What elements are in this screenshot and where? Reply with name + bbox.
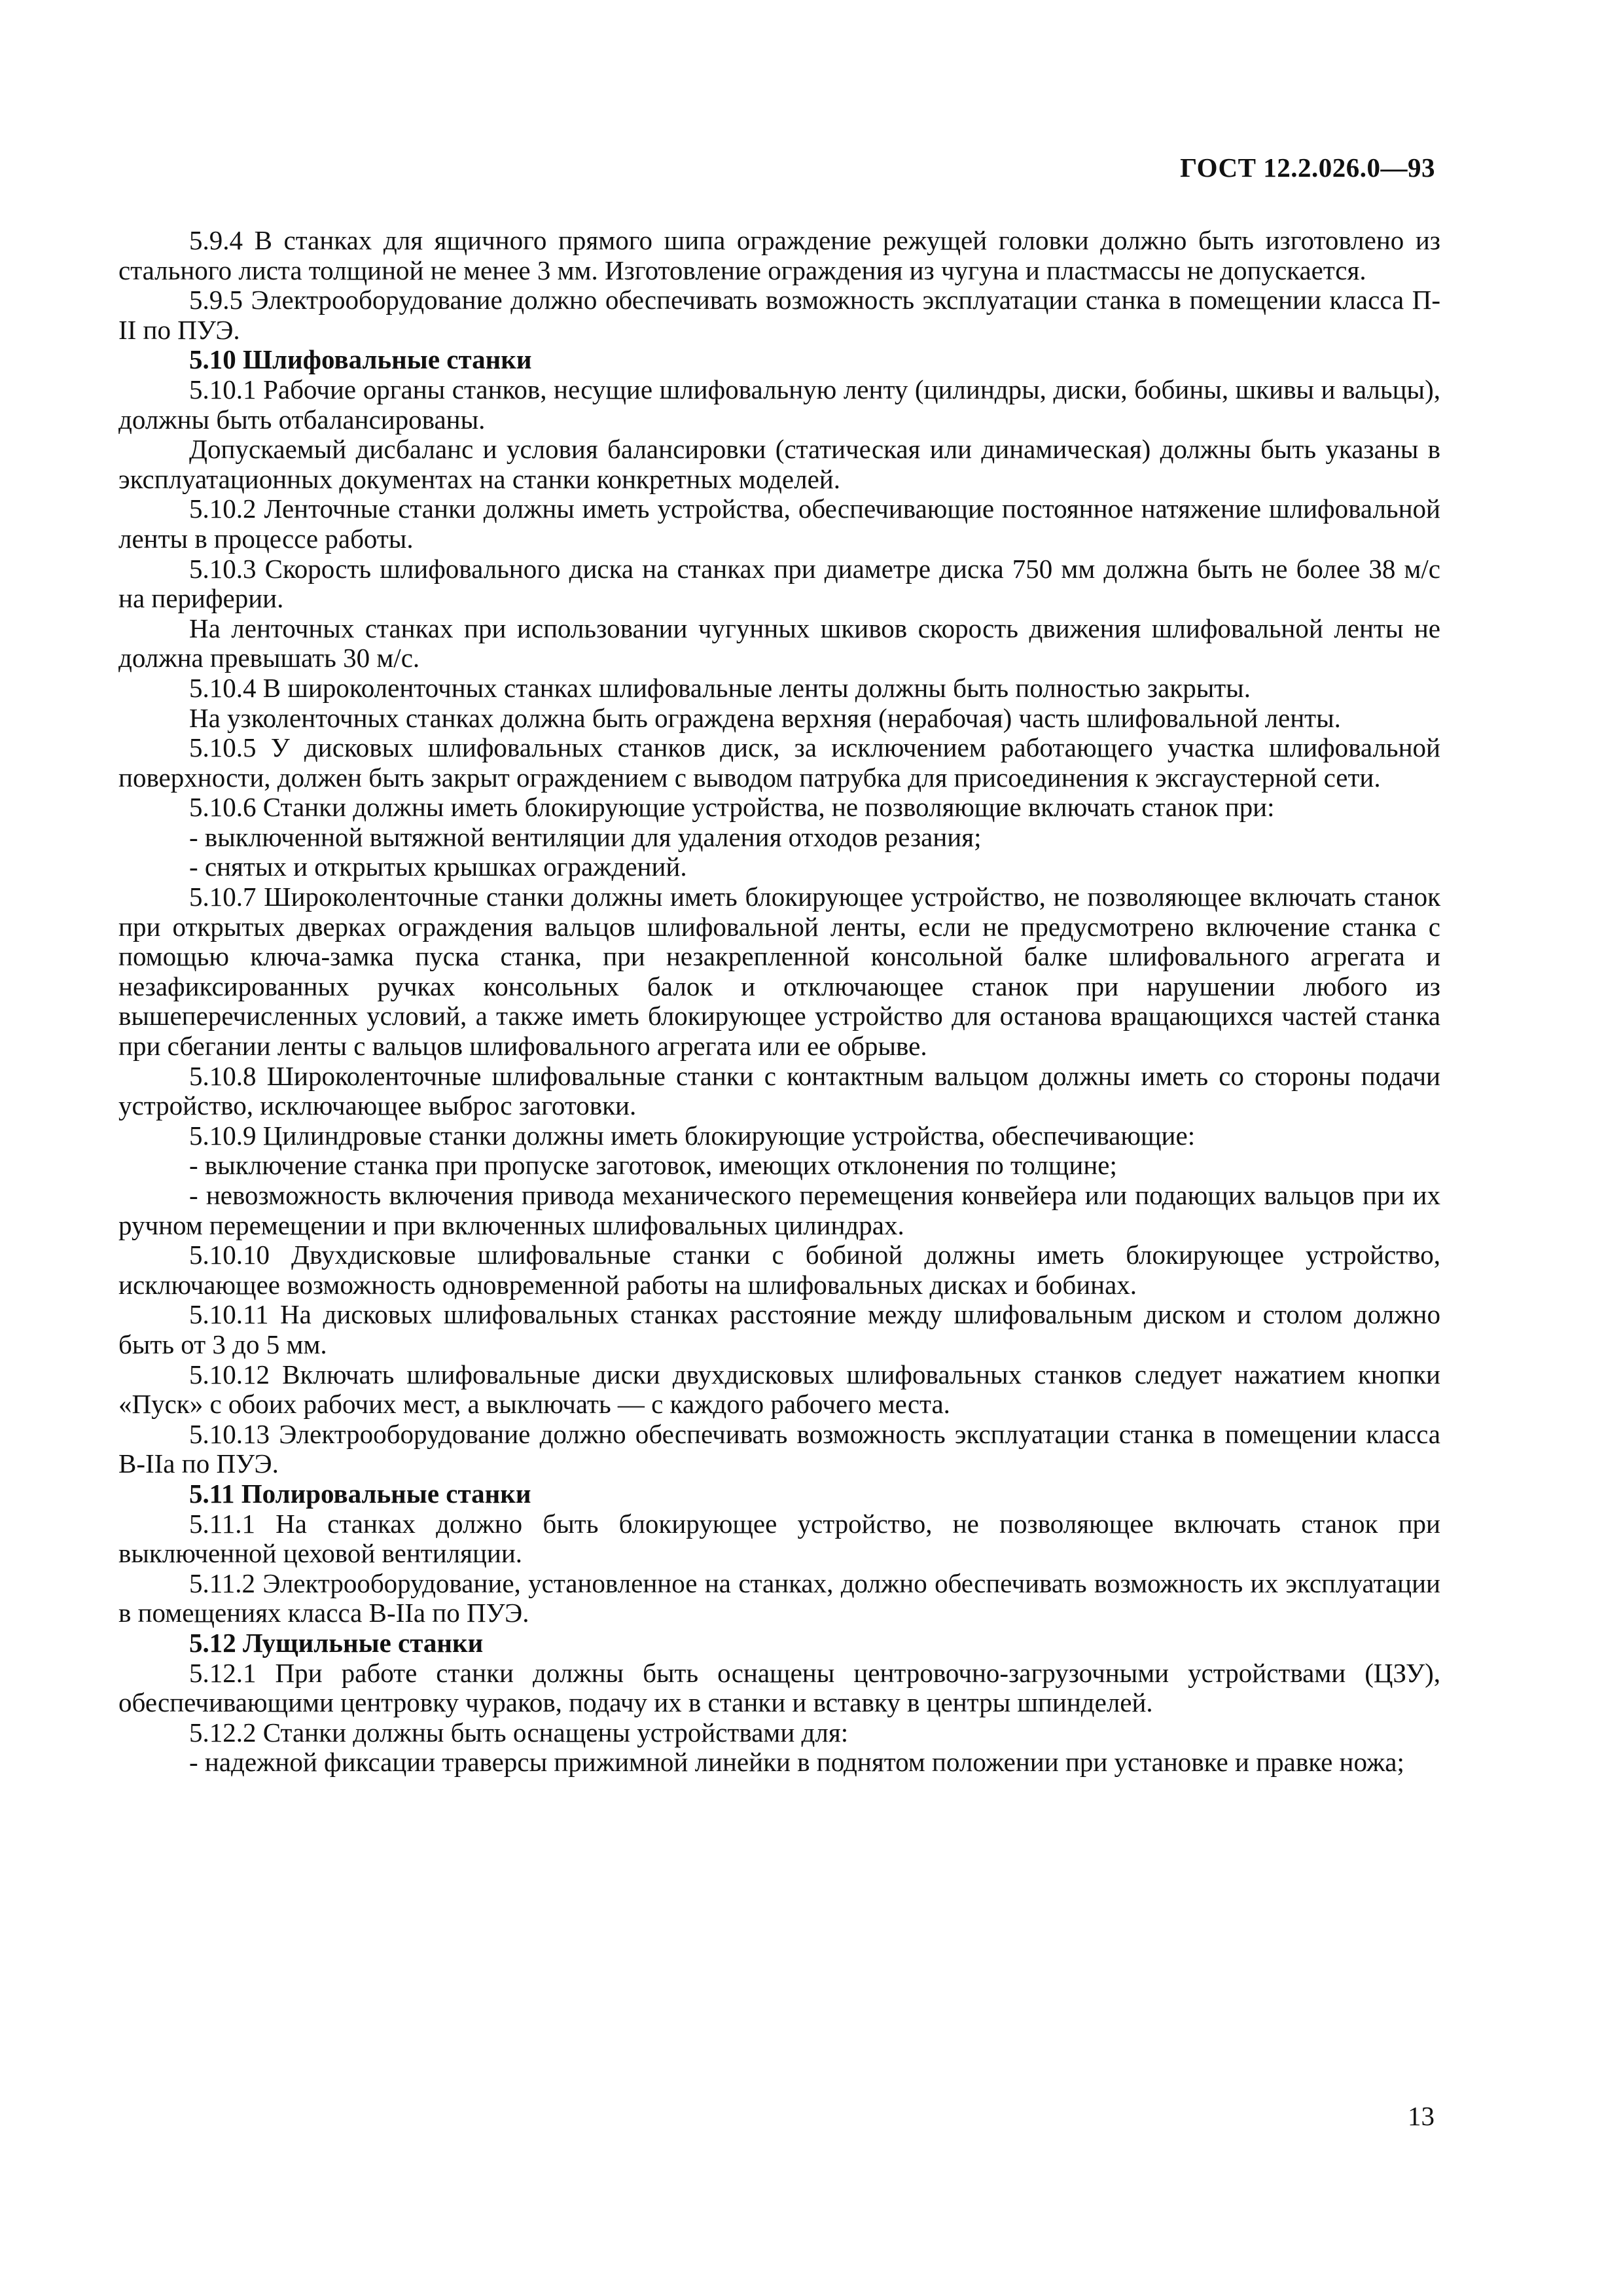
paragraph: 5.10.7 Широколенточные станки должны иметь блокирующее устройство, не позволяющее включать станок при открытых дверках ограждения вальцов шлифовальной ленты, если не предусмотрено включение станка с помощью ключа-замка пуска станка, при незакрепленной консольной балке шлифовального агрегата и незафиксированных ручках консольных балок и отключающее станок при нарушении любого из вышеперечисленных условий, а также иметь блокирующее устройство для останова вращающихся частей станка при сбегании ленты с вальцов шлифовального агрегата или ее обрыве. xyxy=(118,882,1440,1062)
list-item: - невозможность включения привода механического перемещения конвейера или подающих вальцов при их ручном перемещении и при включенных шлифовальных цилиндрах. xyxy=(118,1180,1440,1240)
list-item: - выключение станка при пропуске заготовок, имеющих отклонения по толщине; xyxy=(189,1150,1117,1181)
paragraph: 5.10.2 Ленточные станки должны иметь устройства, обеспечивающие постоянное натяжение шлифовальной ленты в процессе работы. xyxy=(118,493,1440,554)
paragraph: 5.10.9 Цилиндровые станки должны иметь блокирующие устройства, обеспечивающие: xyxy=(189,1120,1196,1151)
paragraph: 5.10.5 У дисковых шлифовальных станков диск, за исключением работающего участка шлифовальной поверхности, должен быть закрыт ограждением с выводом патрубка для присоединения к эксгаустерной сети. xyxy=(118,732,1440,793)
paragraph: 5.10.12 Включать шлифовальные диски двухдисковых шлифовальных станков следует нажатием кнопки «Пуск» с обоих рабочих мест, а выключать — с каждого рабочего места. xyxy=(118,1359,1440,1420)
paragraph: 5.12.1 При работе станки должны быть оснащены центровочно-загрузочными устройствами (ЦЗУ), обеспечивающими центровку чураков, подачу их в станки и вставку в центры шпинделей. xyxy=(118,1657,1440,1718)
paragraph: 5.11.2 Электрооборудование, установленное на станках, должно обеспечивать возможность их эксплуатации в помещениях класса В-IIа по ПУЭ. xyxy=(118,1568,1440,1628)
paragraph: На ленточных станках при использовании чугунных шкивов скорость движения шлифовальной ленты не должна превышать 30 м/с. xyxy=(118,613,1440,673)
paragraph: 5.10.4 В широколенточных станках шлифовальные ленты должны быть полностью закрыты. xyxy=(189,672,1251,703)
document-body xyxy=(118,226,1440,1778)
paragraph: 5.10.3 Скорость шлифовального диска на станках при диаметре диска 750 мм должна быть не более 38 м/с на периферии. xyxy=(118,553,1440,614)
paragraph: 5.10.10 Двухдисковые шлифовальные станки с бобиной должны иметь блокирующее устройство, исключающее возможность одновременной работы на шлифовальных дисках и бобинах. xyxy=(118,1240,1440,1300)
paragraph: 5.10.1 Рабочие органы станков, несущие шлифовальную ленту (цилиндры, диски, бобины, шкивы и вальцы), должны быть отбалансированы. xyxy=(118,374,1440,435)
paragraph: Допускаемый дисбаланс и условия балансировки (статическая или динамическая) должны быть указаны в эксплуатационных документах на станки конкретных моделей. xyxy=(118,434,1440,494)
paragraph: 5.11.1 На станках должно быть блокирующее устройство, не позволяющее включать станок при выключенной цеховой вентиляции. xyxy=(118,1508,1440,1569)
paragraph: 5.12.2 Станки должны быть оснащены устройствами для: xyxy=(189,1717,849,1748)
paragraph: На узколенточных станках должна быть ограждена верхняя (нерабочая) часть шлифовальной ленты. xyxy=(189,702,1341,733)
document-code-header: ГОСТ 12.2.026.0—93 xyxy=(1180,152,1435,183)
paragraph: 5.10.13 Электрооборудование должно обеспечивать возможность эксплуатации станка в помещении класса В-IIа по ПУЭ. xyxy=(118,1418,1440,1479)
paragraph: 5.9.4 В станках для ящичного прямого шипа ограждение режущей головки должно быть изготовлено из стального листа толщиной не менее 3 мм. Изготовление ограждения из чугуна и пластмассы не допускается. xyxy=(118,225,1440,285)
paragraph: 5.9.5 Электрооборудование должно обеспечивать возможность эксплуатации станка в помещении класса П-II по ПУЭ. xyxy=(118,285,1440,345)
section-heading: 5.12 Лущильные станки xyxy=(189,1627,484,1658)
page-number: 13 xyxy=(1408,2101,1435,2131)
list-item: - выключенной вытяжной вентиляции для удаления отходов резания; xyxy=(189,821,982,852)
list-item: - надежной фиксации траверсы прижимной линейки в поднятом положении при установке и правке ножа; xyxy=(189,1747,1404,1778)
paragraph: 5.10.6 Станки должны иметь блокирующие устройства, не позволяющие включать станок при: xyxy=(189,792,1275,823)
section-heading: 5.11 Полировальные станки xyxy=(189,1478,531,1509)
section-heading: 5.10 Шлифовальные станки xyxy=(189,344,532,375)
paragraph: 5.10.8 Широколенточные шлифовальные станки с контактным вальцом должны иметь со стороны подачи устройство, исключающее выброс заготовки. xyxy=(118,1060,1440,1121)
paragraph: 5.10.11 На дисковых шлифовальных станках расстояние между шлифовальным диском и столом должно быть от 3 до 5 мм. xyxy=(118,1299,1440,1359)
list-item: - снятых и открытых крышках ограждений. xyxy=(189,852,687,882)
